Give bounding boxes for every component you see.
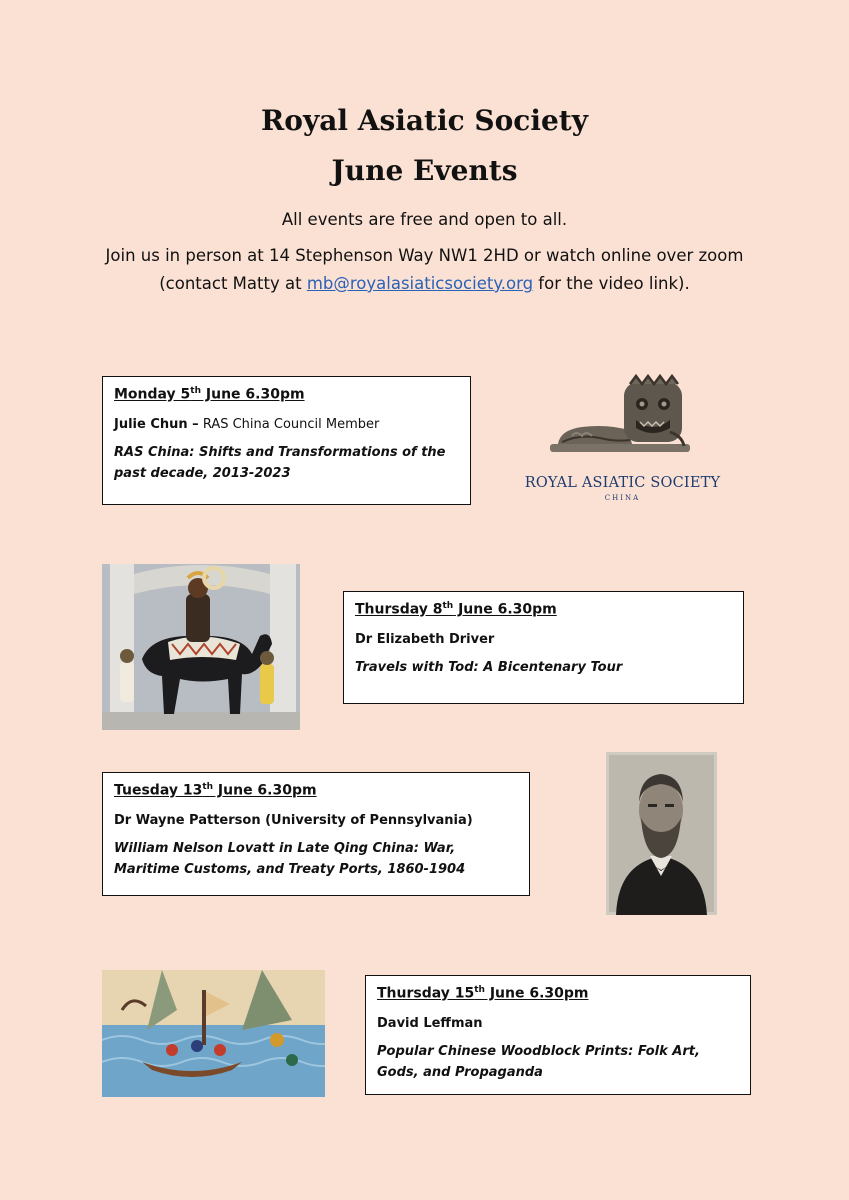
rider-statue-icon <box>102 564 300 730</box>
event-time: June 6.30pm <box>453 601 557 618</box>
event-date <box>114 782 518 799</box>
event-card-1 <box>102 376 471 505</box>
rider-statue-image <box>102 564 300 730</box>
event-talk-title: Popular Chinese Woodblock Prints: Folk Art, Gods, and Propaganda <box>377 1043 700 1080</box>
speaker-name: Dr Elizabeth Driver <box>355 631 495 647</box>
event-time: June 6.30pm <box>484 985 589 1002</box>
event-day: Thursday 15 <box>377 985 475 1002</box>
join-text: Join us in person at 14 Stephenson Way NW1 2HD or watch online over zoom <box>105 246 744 265</box>
email-link[interactable]: mb@royalasiaticsociety.org <box>306 274 534 293</box>
portrait-photo <box>606 752 717 915</box>
event-speaker <box>114 417 459 432</box>
page-subtitle: June Events <box>331 154 518 187</box>
event-ordinal: th <box>474 985 485 995</box>
logo-name: ROYAL ASIATIC SOCIETY <box>524 475 721 491</box>
join-contact-text: (contact Matty at <box>159 274 307 293</box>
logo-subtitle: CHINA <box>604 494 641 502</box>
event-talk-title: Travels with Tod: A Bicentenary Tour <box>355 659 623 675</box>
event-speaker <box>114 813 518 828</box>
event-time: June 6.30pm <box>213 782 317 799</box>
portrait-icon <box>606 752 717 915</box>
lion-statue-icon <box>520 372 725 472</box>
event-talk-title: RAS China: Shifts and Transformations of the past decade, 2013-2023 <box>114 444 446 481</box>
event-card-3 <box>102 772 530 896</box>
join-info <box>0 242 849 298</box>
event-day: Thursday 8 <box>355 601 443 618</box>
event-day: Monday 5 <box>114 386 191 403</box>
event-ordinal: th <box>442 601 454 611</box>
event-talk-title: William Nelson Lovatt in Late Qing China: War, Maritime Customs, and Treaty Ports, 1860-1904 <box>114 840 466 877</box>
page-title: Royal Asiatic Society <box>261 104 588 137</box>
speaker-name: Dr Wayne Patterson (University of Pennsylvania) <box>114 812 473 828</box>
event-date <box>114 386 459 403</box>
speaker-affiliation: RAS China Council Member <box>198 416 380 432</box>
event-speaker <box>377 1016 739 1031</box>
ras-china-logo <box>520 372 725 507</box>
free-note: All events are free and open to all. <box>281 210 568 229</box>
join-suffix-text: for the video link). <box>533 274 690 293</box>
event-date <box>355 601 732 618</box>
speaker-name: Julie Chun – <box>114 416 199 432</box>
event-card-4 <box>365 975 751 1095</box>
event-day: Tuesday 13 <box>114 782 203 799</box>
event-speaker <box>355 632 732 647</box>
woodblock-print-image <box>102 970 325 1097</box>
event-time: June 6.30pm <box>201 386 305 403</box>
event-card-2 <box>343 591 744 704</box>
event-date <box>377 985 739 1002</box>
woodblock-print-icon <box>102 970 325 1097</box>
event-ordinal: th <box>202 782 214 792</box>
event-ordinal: th <box>190 386 202 396</box>
speaker-name: David Leffman <box>377 1015 483 1031</box>
